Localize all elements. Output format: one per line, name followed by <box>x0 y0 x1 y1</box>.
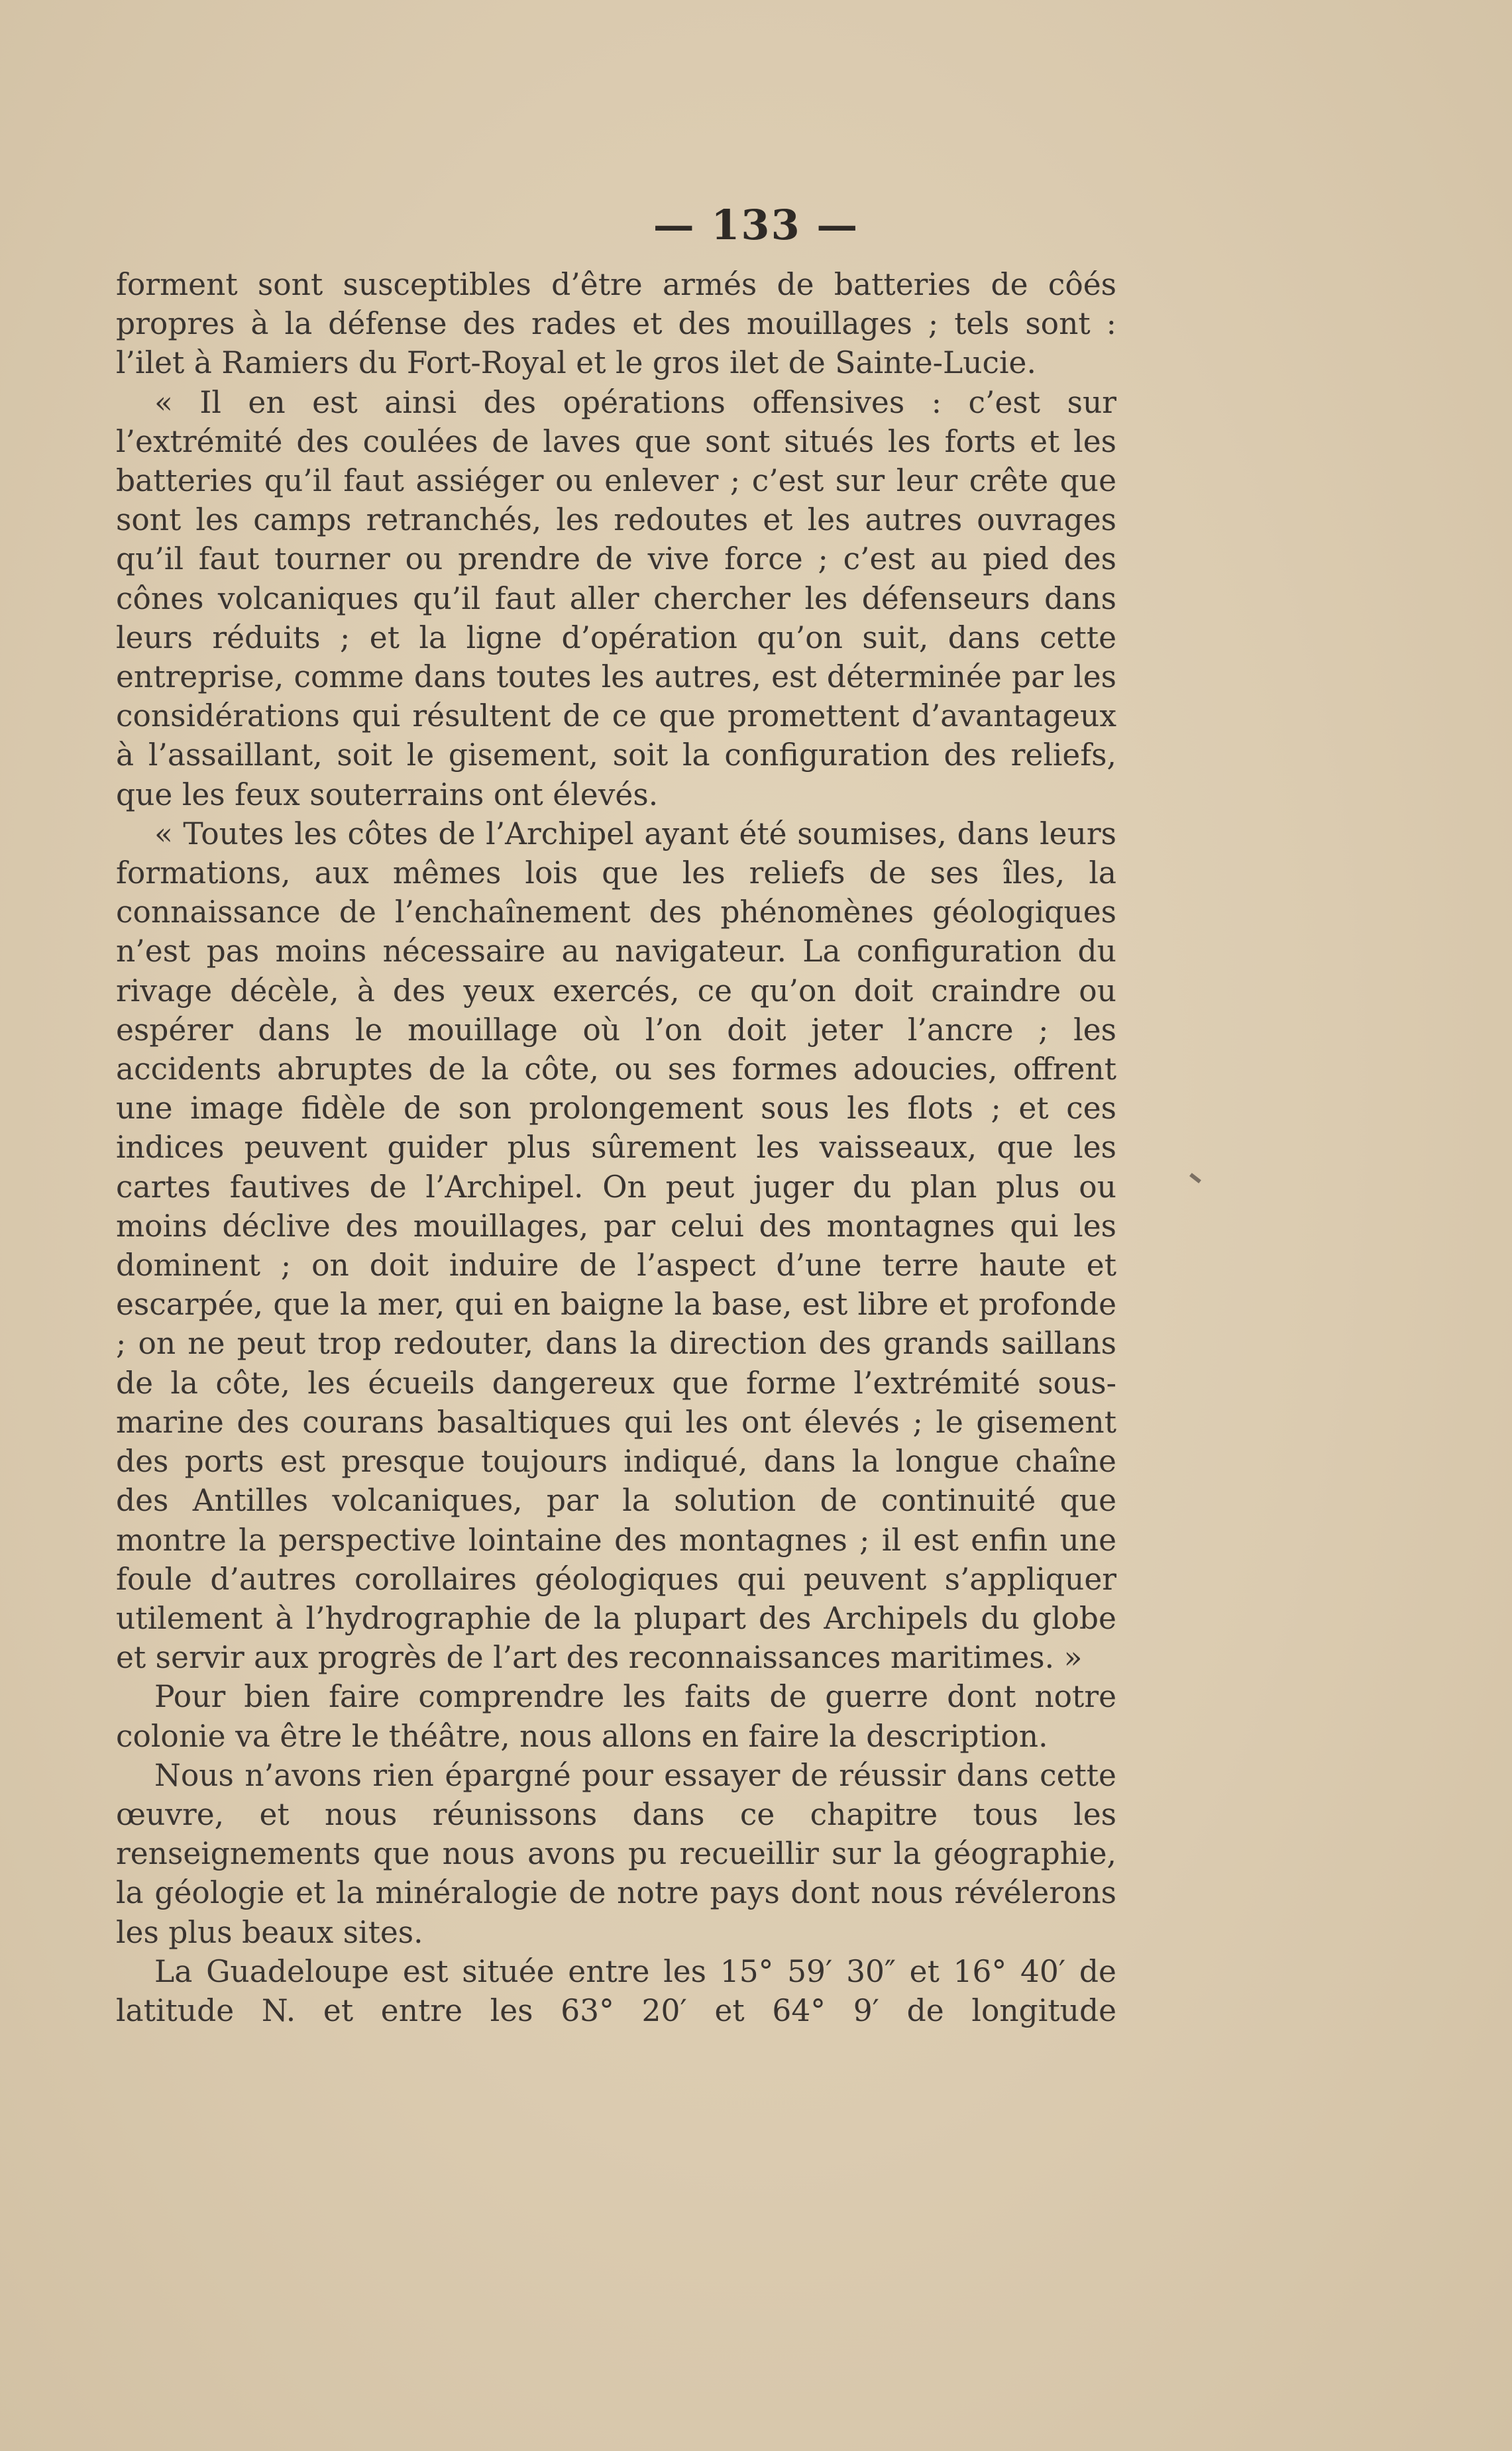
paragraph-3: « Toutes les côtes de l’Archipel ayant été soumises, dans leurs formations, aux mêmes lois que les reliefs de ses îles, la connaissance de l’enchaînement des phénomènes géologiques n’est pas moins nécessaire au navigateur. La configuration du rivage décèle, à des yeux exercés, ce qu’on doit craindre ou espérer dans le mouillage où l’on doit jeter l’ancre ; les accidents abruptes de la côte, ou ses formes adoucies, offrent une image fidèle de son prolongement sous les flots ; et ces indices peuvent guider plus sûrement les vaisseaux, que les cartes fautives de l’Archipel. On peut juger du plan plus ou moins déclive des mouillages, par celui des montagnes qui les dominent ; on doit induire de l’aspect d’une terre haute et escarpée, que la mer, qui en baigne la base, est libre et profonde ; on ne peut trop redouter, dans la direction des grands saillans de la côte, les écueils dangereux que forme l’extrémité sous-marine des courans basaltiques qui les ont élevés ; le gisement des ports est presque toujours indiqué, dans la longue chaîne des Antilles volcaniques, par la solution de continuité que montre la perspective lointaine des montagnes ; il est enfin une foule d’autres corollaires géologiques qui peuvent s’appliquer utilement à l’hydrographie de la plupart des Archipels du globe et servir aux progrès de l’art des reconnaissances maritimes. » <box>116 816 1116 1676</box>
paragraph-2: « Il en est ainsi des opérations offensives : c’est sur l’extrémité des coulées de laves que sont situés les forts et les batteries qu’il faut assiéger ou enlever ; c’est sur leur crête que sont les camps retranchés, les redoutes et les autres ouvrages qu’il faut tourner ou prendre de vive force ; c’est au pied des cônes volcaniques qu’il faut aller chercher les défenseurs dans leurs réduits ; et la ligne d’opération qu’on suit, dans cette entreprise, comme dans toutes les autres, est déterminée par les considérations qui résultent de ce que promettent d’avantageux à l’assaillant, soit le gisement, soit la configuration des reliefs, que les feux souterrains ont élevés. <box>116 384 1116 812</box>
body-text <box>116 265 1116 2030</box>
paragraph-6: La Guadeloupe est située entre les 15° 59′ 30″ et 16° 40′ de latitude N. et entre les 63° 20′ et 64° 9′ de longitude <box>116 1953 1116 2028</box>
paragraph-1: forment sont susceptibles d’être armés de batteries de côés propres à la défense des rades et des mouillages ; tels sont : l’ilet à Ramiers du Fort-Royal et le gros ilet de Sainte-Lucie. <box>116 267 1116 381</box>
paragraph-5: Nous n’avons rien épargné pour essayer de réussir dans cette œuvre, et nous réunissons dans ce chapitre tous les renseignements que nous avons pu recueillir sur la géographie, la géologie et la minéralogie de notre pays dont nous révélerons les plus beaux sites. <box>116 1757 1116 1950</box>
page-number: — 133 — <box>653 201 859 249</box>
paragraph-4: Pour bien faire comprendre les faits de guerre dont notre colonie va être le théâtre, nous allons en faire la description. <box>116 1679 1116 1754</box>
margin-mark <box>1189 1173 1201 1183</box>
